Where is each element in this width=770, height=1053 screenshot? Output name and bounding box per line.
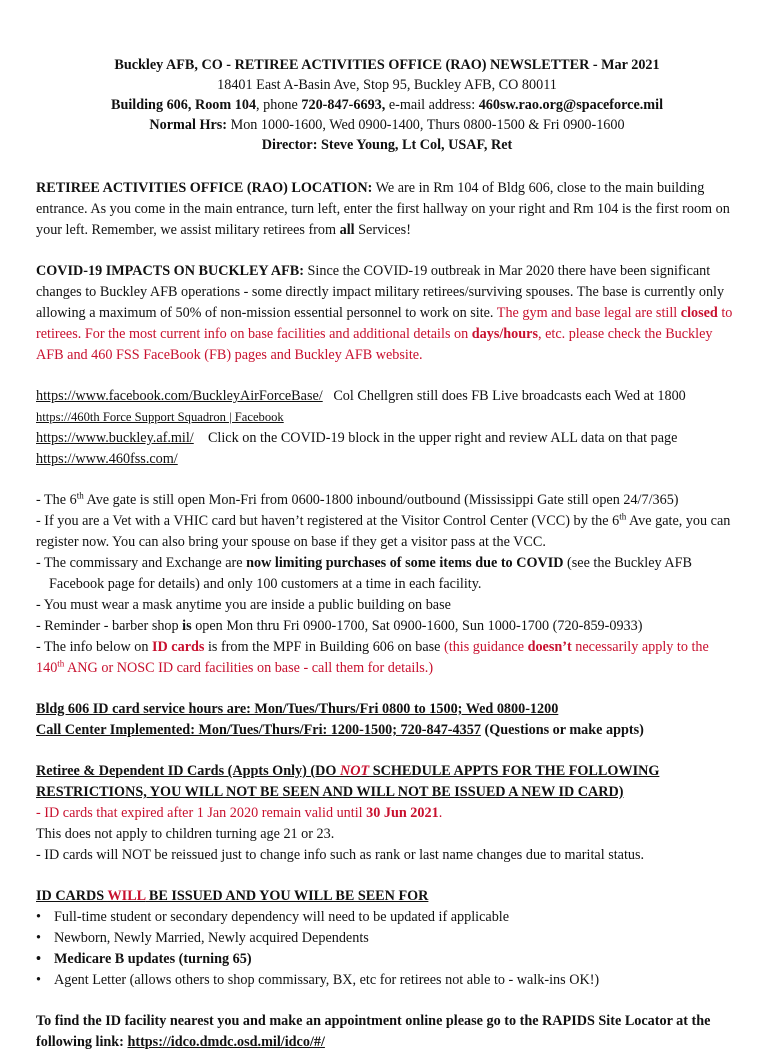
hours-text: Mon 1000-1600, Wed 0900-1400, Thurs 0800-1500 & Fri 0900-1600 xyxy=(227,117,625,133)
fss-facebook-link[interactable]: https://460th Force Support Squadron | Facebook xyxy=(36,410,284,424)
will-issue-heading-2: BE ISSUED AND YOU WILL BE SEEN FOR xyxy=(145,888,429,904)
call-center-note: (Questions or make appts) xyxy=(480,722,644,738)
call-center-hours: Call Center Implemented: Mon/Tues/Thurs/Fri: 1200-1500; 720-847-4357 xyxy=(36,722,481,738)
email-prefix: e-mail address: xyxy=(385,97,479,113)
gate-note-text-2: Ave gate is still open Mon-Fri from 0600-1800 inbound/outbound (Mississippi Gate still open 24/7/365) xyxy=(83,492,679,508)
footer-section xyxy=(36,1011,738,1053)
expiry-date: 30 Jun 2021 xyxy=(366,805,439,821)
id-info-red-text: (this guidance xyxy=(444,639,528,655)
director-line: Director: Steve Young, Lt Col, USAF, Ret xyxy=(261,137,513,153)
commissary-text: - The commissary and Exchange are xyxy=(36,555,247,571)
ordinal-suffix: th xyxy=(57,658,65,669)
will-issue-list xyxy=(36,907,738,991)
list-item: • Newborn, Newly Married, Newly acquired Dependents xyxy=(36,928,738,949)
covid-red-text: The gym and base legal are still xyxy=(496,305,681,321)
notes-section xyxy=(36,490,738,679)
facebook-note: Col Chellgren still does FB Live broadcasts each Wed at 1800 xyxy=(322,388,686,404)
ordinal-suffix: th xyxy=(619,511,627,522)
location-section xyxy=(36,178,738,241)
ordinal-suffix: th xyxy=(76,490,84,501)
covid-heading: COVID-19 IMPACTS ON BUCKLEY AFB: xyxy=(36,263,304,279)
building-label: Building 606, Room 104 xyxy=(110,97,257,113)
id-cards-emphasis: ID cards xyxy=(151,639,205,655)
phone-number: 720-847-6693, xyxy=(301,97,386,113)
location-text: We are in Rm 104 of Bldg 606, close to the main building entrance. As you come in the main entrance, turn left, enter the first hallway on your right and Rm 104 is the first room on your left. Remember, we assist military retirees from xyxy=(36,180,730,238)
closed-emphasis: closed xyxy=(680,305,718,321)
id-info-text: - The info below on xyxy=(36,639,152,655)
mask-note: - You must wear a mask anytime you are inside a public building on base xyxy=(36,597,451,613)
id-info-red-text-2: necessarily apply to the 140 xyxy=(36,639,709,676)
id-info-note xyxy=(36,637,738,679)
retiree-heading: Retiree & Dependent ID Cards (Appts Only) (DO xyxy=(36,763,340,779)
expired-cards-note xyxy=(36,803,738,824)
reissue-note: - ID cards will NOT be reissued just to change info such as rank or last name changes due to marital status. xyxy=(36,847,645,863)
location-text-end: Services! xyxy=(354,222,411,238)
expired-text: - ID cards that expired after 1 Jan 2020 remain valid until xyxy=(36,805,367,821)
commissary-text-2: (see the Buckley AFB Facebook page for details) and only 100 customers at a time in each facility. xyxy=(49,555,692,592)
phone-prefix: , phone xyxy=(256,97,302,113)
location-heading: RETIREE ACTIVITIES OFFICE (RAO) LOCATION: xyxy=(36,180,373,196)
covid-section xyxy=(36,261,738,366)
office-address: 18401 East A-Basin Ave, Stop 95, Buckley AFB, CO 80011 xyxy=(217,77,557,93)
id-info-red-text-3: ANG or NOSC ID card facilities on base - call them for details.) xyxy=(64,660,434,676)
retiree-heading-2: SCHEDULE APPTS FOR THE FOLLOWING RESTRICTIONS, YOU WILL NOT BE SEEN AND WILL NOT BE ISSUED A NEW ID CARD) xyxy=(36,763,660,800)
list-item: • Medicare B updates (turning 65) xyxy=(36,949,738,970)
footer-text: To find the ID facility nearest you and make an appointment online please go to the RAPIDS Site Locator at the following link: xyxy=(36,1013,711,1050)
barber-text-2: open Mon thru Fri 0900-1700, Sat 0900-1600, Sun 1000-1700 (720-859-0933) xyxy=(191,618,643,634)
retiree-id-section xyxy=(36,761,738,866)
hours-label: Normal Hrs: xyxy=(149,117,228,133)
will-issue-section xyxy=(36,886,738,991)
covid-red-text-2: to retirees. For the most current info on base facilities and additional details on xyxy=(36,305,733,342)
service-hours: Bldg 606 ID card service hours are: Mon/Tues/Thurs/Fri 0800 to 1500; Wed 0800-1200 xyxy=(36,701,559,717)
will-emphasis: WILL xyxy=(107,888,146,904)
facebook-link[interactable]: https://www.facebook.com/BuckleyAirForceBase/ xyxy=(36,388,323,404)
links-section xyxy=(36,386,738,470)
service-hours-section xyxy=(36,699,738,741)
email-address: 460sw.rao.org@spaceforce.mil xyxy=(478,97,664,113)
contact-line xyxy=(36,95,738,115)
office-hours xyxy=(36,115,738,135)
id-info-text-2: is from the MPF in Building 606 on base xyxy=(204,639,445,655)
list-item: • Full-time student or secondary dependency will need to be updated if applicable xyxy=(36,907,738,928)
barber-is-emphasis: is xyxy=(182,618,192,634)
commissary-emphasis: now limiting purchases of some items due to COVID xyxy=(246,555,564,571)
buckley-website-note: Click on the COVID-19 block in the upper right and review ALL data on that page xyxy=(193,430,678,446)
gate-note-text: - The 6 xyxy=(36,492,77,508)
not-emphasis: NOT xyxy=(339,763,370,779)
gate-note xyxy=(36,490,738,511)
all-emphasis: all xyxy=(339,222,355,238)
newsletter-page xyxy=(36,55,738,1053)
vhic-note xyxy=(36,511,738,553)
rapids-link[interactable]: https://idco.dmdc.osd.mil/idco/#/ xyxy=(127,1034,325,1050)
children-note: This does not apply to children turning age 21 or 23. xyxy=(36,826,335,842)
commissary-note xyxy=(36,553,738,595)
days-hours-emphasis: days/hours xyxy=(471,326,538,342)
barber-note xyxy=(36,616,738,637)
covid-red-text-3: , etc. please check the Buckley AFB and 460 FSS FaceBook (FB) pages and Buckley AFB website. xyxy=(36,326,713,363)
buckley-website-link[interactable]: https://www.buckley.af.mil/ xyxy=(36,430,194,446)
letterhead xyxy=(36,55,738,155)
covid-text: Since the COVID-19 outbreak in Mar 2020 there have been significant changes to Buckley AFB operations - some directly impact military retirees/surviving spouses. The base is currently only allowing a maximum of 50% of non-mission essential personnel to work on site. xyxy=(36,263,725,321)
barber-text: - Reminder - barber shop xyxy=(36,618,183,634)
vhic-note-text: - If you are a Vet with a VHIC card but haven’t registered at the Visitor Control Center (VCC) by the 6 xyxy=(36,513,620,529)
list-item: • Agent Letter (allows others to shop commissary, BX, etc for retirees not able to - walk-ins OK!) xyxy=(36,970,738,991)
vhic-note-text-2: Ave gate, you can register now. You can also bring your spouse on base if they get a visitor pass at the VCC. xyxy=(36,513,731,550)
fss-website-link[interactable]: https://www.460fss.com/ xyxy=(36,451,178,467)
doesnt-emphasis: doesn’t xyxy=(527,639,572,655)
newsletter-title: Buckley AFB, CO - RETIREE ACTIVITIES OFFICE (RAO) NEWSLETTER - Mar 2021 xyxy=(114,57,660,73)
will-issue-heading: ID CARDS xyxy=(36,888,108,904)
expired-text-end: . xyxy=(438,805,443,821)
